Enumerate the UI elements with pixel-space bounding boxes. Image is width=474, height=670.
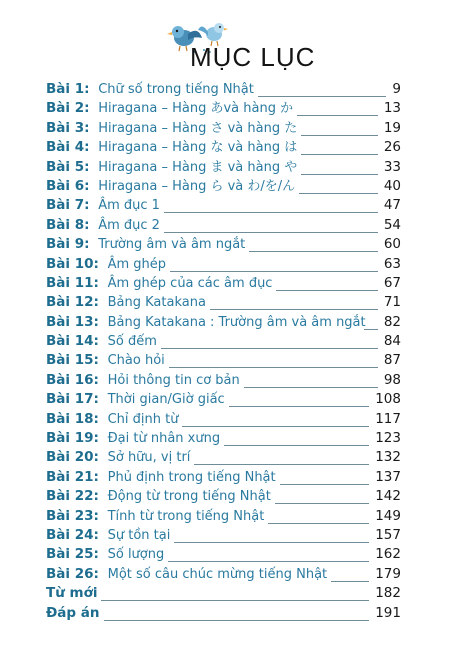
leader-line [301, 154, 378, 155]
page-number: 26 [383, 139, 401, 156]
label-separator: : [93, 294, 99, 311]
lesson-title: Âm ghép của các âm đục [107, 275, 273, 291]
leader-line [331, 581, 369, 582]
toc-entry[interactable] [0, 293, 474, 312]
page-number: 108 [375, 391, 401, 408]
page-number: 67 [383, 274, 401, 291]
lesson-title: Âm đục 1 [98, 198, 160, 214]
lesson-label: Bài 10 [46, 255, 94, 272]
label-separator: : [84, 236, 90, 253]
label-separator: : [84, 119, 90, 136]
lesson-title: Sở hữu, vị trí [107, 450, 191, 466]
page-number: 54 [383, 216, 401, 233]
page-number: 84 [383, 333, 401, 350]
lesson-title: Trường âm và âm ngắt [98, 237, 246, 253]
lesson-label: Bài 25 [46, 546, 94, 563]
lesson-title: Hỏi thông tin cơ bản [107, 372, 240, 388]
lesson-title: Chữ số trong tiếng Nhật [98, 82, 254, 97]
page-number: 179 [375, 565, 401, 582]
page-number: 87 [383, 352, 401, 369]
leader-line [182, 426, 369, 427]
toc-entry[interactable] [0, 390, 474, 409]
label-separator: : [93, 333, 99, 350]
leader-line [101, 600, 369, 601]
label-separator: : [93, 430, 99, 447]
leader-line [161, 348, 378, 349]
page-number: 13 [383, 100, 401, 117]
toc-entry[interactable] [0, 99, 474, 118]
label-separator: : [84, 100, 90, 117]
lesson-title: Chào hỏi [107, 353, 165, 369]
leader-line [224, 445, 369, 446]
lesson-label: Bài 9 [46, 236, 85, 253]
toc-entry[interactable] [0, 468, 474, 487]
toc-entry[interactable] [0, 80, 474, 99]
toc-entry[interactable] [0, 545, 474, 564]
page-number: 40 [383, 177, 401, 194]
lesson-label: Bài 16 [46, 371, 94, 388]
lesson-label: Bài 8 [46, 216, 85, 233]
label-separator: : [93, 449, 99, 466]
label-separator: : [93, 352, 99, 369]
label-separator: : [84, 81, 90, 97]
lesson-label: Bài 15 [46, 352, 94, 369]
label-separator: : [93, 391, 99, 408]
label-separator: : [84, 177, 90, 194]
page-number: 191 [375, 604, 401, 621]
lesson-title: Bảng Katakana [107, 295, 206, 311]
leader-line [301, 135, 378, 136]
lesson-label: Bài 14 [46, 333, 94, 350]
leader-line [169, 367, 378, 368]
toc-entry[interactable] [0, 313, 474, 332]
leader-line [164, 232, 378, 233]
lesson-label: Bài 21 [46, 468, 94, 485]
label-separator: : [93, 526, 99, 543]
page-number: 71 [383, 294, 401, 311]
toc-entry[interactable] [0, 332, 474, 351]
leader-line [364, 329, 378, 330]
lesson-label: Bài 17 [46, 391, 94, 408]
lesson-label: Bài 13 [46, 313, 94, 330]
lesson-label: Bài 22 [46, 488, 94, 505]
toc-entry[interactable] [0, 274, 474, 293]
lesson-title: Số đếm [107, 334, 157, 350]
lesson-label: Bài 1 [46, 81, 85, 97]
label-separator: : [84, 139, 90, 156]
toc-entry[interactable] [0, 507, 474, 526]
leader-line [229, 406, 370, 407]
lesson-title: Hiragana – Hàng ま và hàng や [98, 159, 298, 175]
toc-entry[interactable] [0, 235, 474, 254]
toc-entry[interactable] [0, 448, 474, 467]
leader-line [194, 464, 369, 465]
lesson-title: Số lượng [107, 547, 165, 563]
leader-line [276, 290, 377, 291]
lesson-title: Âm đục 2 [98, 217, 160, 233]
leader-line [168, 561, 369, 562]
toc-entry[interactable] [0, 196, 474, 215]
page-number: 9 [392, 81, 401, 97]
lesson-label: Bài 6 [46, 177, 85, 194]
lesson-label: Từ mới [46, 585, 98, 602]
lesson-title: Hiragana – Hàng ら và わ/を/ん [98, 178, 296, 194]
leader-line [104, 620, 370, 621]
lesson-label: Bài 23 [46, 507, 94, 524]
leader-line [280, 484, 370, 485]
page-number: 162 [375, 546, 401, 563]
lesson-title: Một số câu chúc mừng tiếng Nhật [107, 566, 328, 582]
toc-entry[interactable] [0, 119, 474, 138]
lesson-title: Phủ định trong tiếng Nhật [107, 469, 276, 485]
lesson-title: Hiragana – Hàng な và hàng は [98, 140, 298, 156]
leader-line [275, 503, 369, 504]
leader-line [299, 193, 378, 194]
toc-entry[interactable] [0, 604, 474, 623]
toc-entry[interactable] [0, 429, 474, 448]
lesson-label: Bài 3 [46, 119, 85, 136]
lesson-title: Thời gian/Giờ giấc [107, 392, 225, 408]
page-number: 33 [383, 158, 401, 175]
label-separator: : [93, 468, 99, 485]
leader-line [301, 174, 378, 175]
page-number: 19 [383, 119, 401, 136]
leader-line [164, 212, 378, 213]
lesson-label: Bài 7 [46, 197, 85, 214]
page-title: MỤC LỤC [190, 42, 316, 72]
label-separator: : [93, 313, 99, 330]
lesson-label: Bài 18 [46, 410, 94, 427]
lesson-label: Bài 5 [46, 158, 85, 175]
leader-line [268, 523, 369, 524]
label-separator: : [84, 216, 90, 233]
label-separator: : [84, 197, 90, 214]
page-number: 157 [375, 526, 401, 543]
page-number: 182 [375, 585, 401, 602]
toc-entry[interactable] [0, 216, 474, 235]
lesson-title: Bảng Katakana : Trường âm và âm ngắt [107, 314, 366, 330]
label-separator: : [93, 371, 99, 388]
lesson-label: Bài 11 [46, 274, 94, 291]
lesson-title: Đại từ nhân xưng [107, 431, 221, 447]
label-separator: : [93, 565, 99, 582]
leader-line [244, 387, 378, 388]
lesson-title: Tính từ trong tiếng Nhật [107, 508, 265, 524]
page-number: 149 [375, 507, 401, 524]
label-separator: : [84, 158, 90, 175]
page-number: 132 [375, 449, 401, 466]
lesson-label: Bài 2 [46, 100, 85, 117]
lesson-title: Động từ trong tiếng Nhật [107, 489, 271, 505]
page-number: 137 [375, 468, 401, 485]
toc-entry[interactable] [0, 138, 474, 157]
toc-entry[interactable] [0, 351, 474, 370]
lesson-title: Chỉ định từ [107, 411, 179, 427]
lesson-title: Hiragana – Hàng さ và hàng た [98, 120, 298, 136]
label-separator: : [93, 488, 99, 505]
lesson-label: Bài 20 [46, 449, 94, 466]
table-of-contents [0, 80, 474, 623]
page-number: 142 [375, 488, 401, 505]
label-separator: : [93, 274, 99, 291]
lesson-label: Bài 4 [46, 139, 85, 156]
toc-entry[interactable] [0, 584, 474, 603]
leader-line [170, 271, 378, 272]
label-separator: : [93, 546, 99, 563]
leader-line [297, 115, 378, 116]
lesson-label: Bài 26 [46, 565, 94, 582]
label-separator: : [93, 410, 99, 427]
lesson-label: Đáp án [46, 604, 100, 621]
leader-line [210, 309, 378, 310]
toc-entry[interactable] [0, 487, 474, 506]
page-header [0, 14, 474, 74]
lesson-label: Bài 24 [46, 526, 94, 543]
leader-line [249, 251, 378, 252]
page-number: 98 [383, 371, 401, 388]
leader-line [174, 542, 369, 543]
lesson-title: Âm ghép [107, 256, 167, 272]
lesson-title: Hiragana – Hàng あvà hàng か [98, 101, 294, 117]
page-number: 60 [383, 236, 401, 253]
label-separator: : [93, 507, 99, 524]
page-number: 47 [383, 197, 401, 214]
leader-line [258, 96, 387, 97]
page-number: 117 [375, 410, 401, 427]
toc-entry[interactable] [0, 158, 474, 177]
label-separator: : [93, 255, 99, 272]
toc-entry[interactable] [0, 177, 474, 196]
lesson-title: Sự tồn tại [107, 527, 171, 543]
page-number: 63 [383, 255, 401, 272]
toc-entry[interactable] [0, 526, 474, 545]
lesson-label: Bài 19 [46, 430, 94, 447]
toc-entry[interactable] [0, 255, 474, 274]
page-number: 123 [375, 430, 401, 447]
toc-entry[interactable] [0, 565, 474, 584]
lesson-label: Bài 12 [46, 294, 94, 311]
page-number: 82 [383, 313, 401, 330]
toc-entry[interactable] [0, 371, 474, 390]
toc-entry[interactable] [0, 410, 474, 429]
